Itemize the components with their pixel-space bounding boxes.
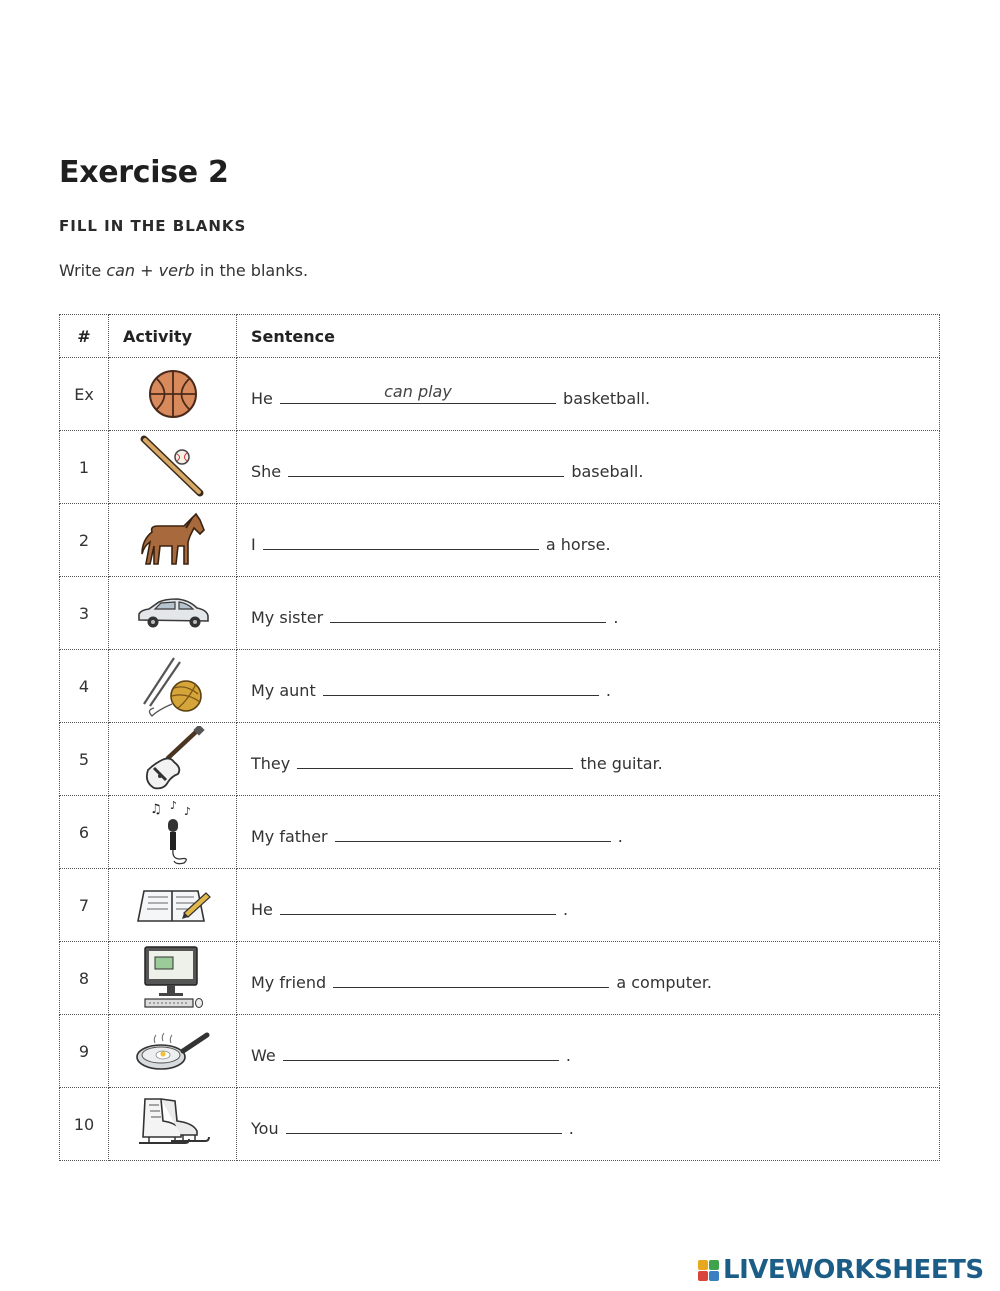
answer-blank[interactable]	[263, 527, 539, 550]
header-sentence: Sentence	[237, 315, 940, 358]
table-row	[60, 796, 940, 869]
table-row	[60, 358, 940, 431]
answer-blank[interactable]	[333, 965, 609, 988]
table-header-row	[60, 315, 940, 358]
table-row	[60, 1015, 940, 1088]
computer-icon	[141, 968, 205, 987]
sentence-cell: My father .	[237, 796, 940, 869]
sentence-cell: We .	[237, 1015, 940, 1088]
sentence-cell: She baseball.	[237, 431, 940, 504]
row-number: 3	[60, 577, 109, 650]
svg-text:♪: ♪	[169, 799, 177, 812]
basketball-icon	[147, 384, 199, 403]
answer-blank[interactable]	[330, 600, 606, 623]
answer-blank[interactable]	[280, 381, 556, 404]
book-pencil-icon	[134, 895, 212, 914]
table-row	[60, 504, 940, 577]
baseball-bat-icon	[138, 457, 208, 476]
row-number: 7	[60, 869, 109, 942]
car-icon	[135, 603, 211, 622]
table-row	[60, 650, 940, 723]
logo-square	[709, 1260, 719, 1270]
row-number: 4	[60, 650, 109, 723]
answer-blank[interactable]	[288, 454, 564, 477]
sentence-cell: He .	[237, 869, 940, 942]
logo-square	[698, 1260, 708, 1270]
microphone-icon	[148, 799, 198, 841]
knitting-icon	[138, 676, 208, 695]
logo-square	[709, 1271, 719, 1281]
table-row	[60, 431, 940, 504]
answer-blank[interactable]	[323, 673, 599, 696]
svg-text:♪: ♪	[183, 805, 191, 818]
sentence-cell: My sister .	[237, 577, 940, 650]
answer-blank[interactable]	[297, 746, 573, 769]
row-number: 6	[60, 796, 109, 869]
sentence-cell: My aunt .	[237, 650, 940, 723]
answer-blank[interactable]	[286, 1111, 562, 1134]
row-number: 1	[60, 431, 109, 504]
liveworksheets-logo	[698, 1255, 984, 1285]
answer-blank[interactable]	[335, 819, 611, 842]
table-row	[60, 577, 940, 650]
sentence-cell: You .	[237, 1088, 940, 1161]
horse-icon	[138, 530, 208, 549]
row-number: Ex	[60, 358, 109, 431]
svg-text:♫: ♫	[149, 802, 162, 817]
section-subtitle: FILL IN THE BLANKS	[59, 217, 247, 235]
frying-pan-icon	[135, 1041, 211, 1060]
sentence-cell: My friend a computer.	[237, 942, 940, 1015]
page-title: Exercise 2	[59, 155, 229, 190]
sentence-cell: I a horse.	[237, 504, 940, 577]
answer-blank[interactable]	[280, 892, 556, 915]
logo-square	[698, 1271, 708, 1281]
logo-text: LIVEWORKSHEETS	[723, 1255, 984, 1285]
row-number: 8	[60, 942, 109, 1015]
table-row	[60, 1088, 940, 1161]
sentence-cell: He can play basketball.	[237, 358, 940, 431]
exercise-table	[59, 314, 940, 1161]
guitar-icon	[138, 749, 208, 768]
instruction: Write can + verb in the blanks.	[59, 261, 309, 280]
table-row	[60, 942, 940, 1015]
table-row	[60, 723, 940, 796]
header-num: #	[60, 315, 109, 358]
logo-mark-icon	[698, 1260, 719, 1281]
header-activity: Activity	[109, 315, 237, 358]
answer-text: can play	[384, 381, 452, 401]
answer-blank[interactable]	[283, 1038, 559, 1061]
row-number: 9	[60, 1015, 109, 1088]
row-number: 2	[60, 504, 109, 577]
sentence-cell: They the guitar.	[237, 723, 940, 796]
ice-skates-icon	[135, 1114, 211, 1133]
row-number: 10	[60, 1088, 109, 1161]
table-row	[60, 869, 940, 942]
row-number: 5	[60, 723, 109, 796]
